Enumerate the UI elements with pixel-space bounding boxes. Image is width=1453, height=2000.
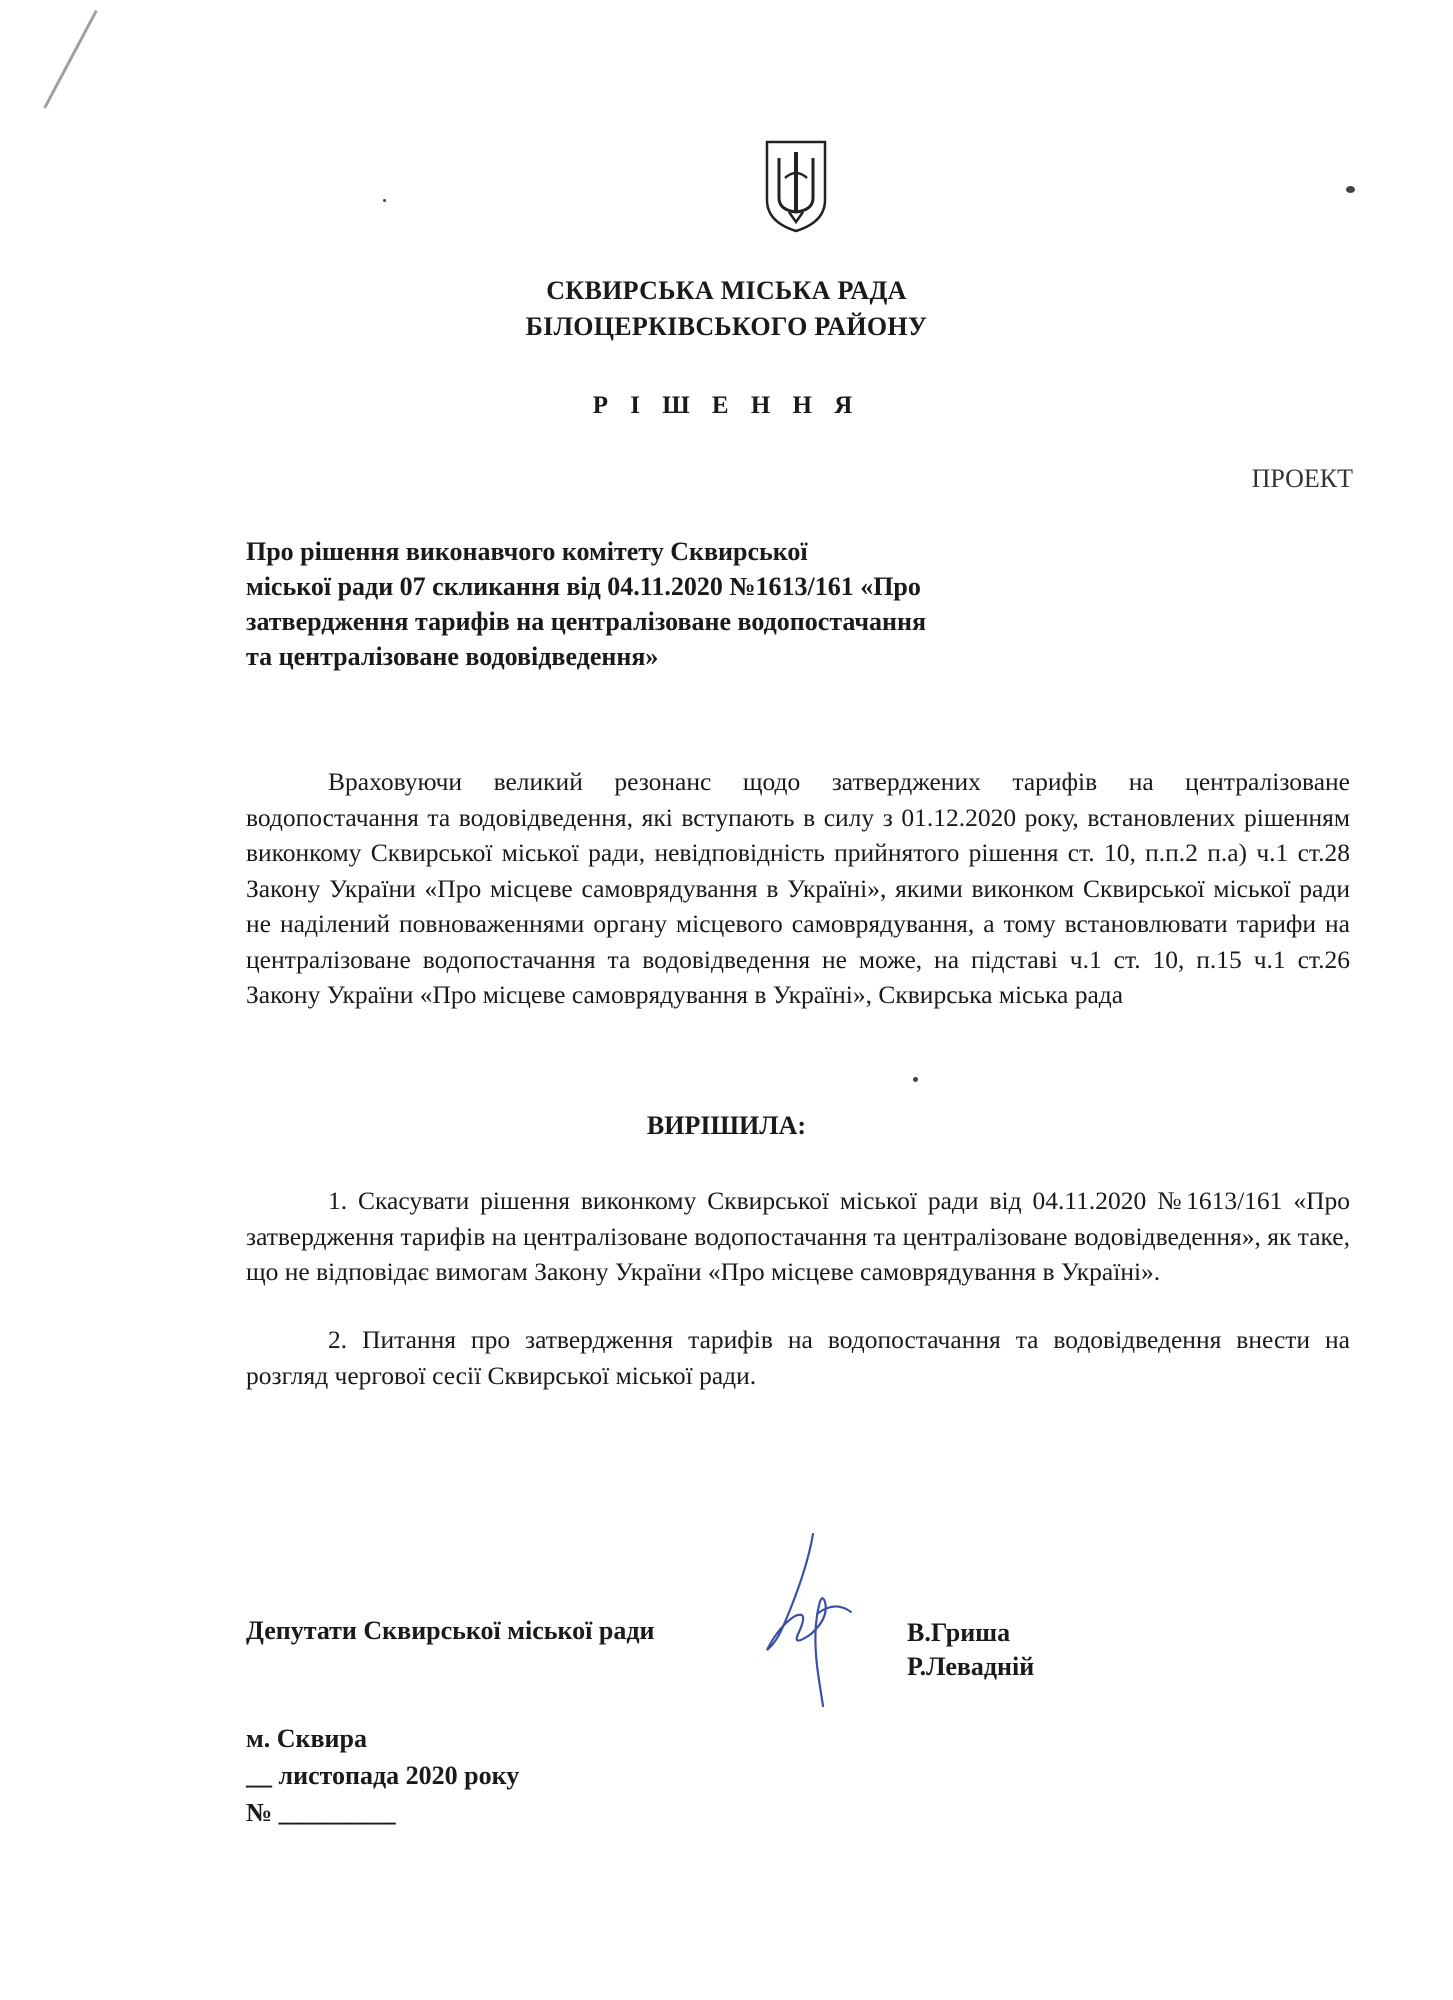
signatories-label: Депутати Сквирської міської ради [246, 1616, 655, 1645]
title-line: та централізоване водовідведення» [246, 642, 659, 671]
coat-of-arms-icon [763, 138, 829, 234]
date-line: __ листопада 2020 року [246, 1761, 520, 1790]
decision-item [246, 1322, 1350, 1393]
document-type-heading: Р І Ш Е Н Н Я [592, 392, 861, 419]
scan-speck [383, 199, 386, 202]
preamble-text: Враховуючи великий резонанс щодо затверджених тарифів на централізоване водопостачання та водовідведення, які вступають в силу з 01.12.2020 року, встановлених рішенням виконкому Сквирської міської ради, невідповідність прийнятого рішення ст. 10, п.п.2 п.а) ч.1 ст.28 Закону України «Про місцеве самоврядування в Україні», якими виконком Сквирської міської ради не наділений повноваженнями органу місцевого самоврядування, а тому встановлювати тарифи на централізоване водопостачання та водовідведення не може, на підставі ч.1 ст. 10, п.15 ч.1 ст.26 Закону України «Про місцеве самоврядування в Україні», Сквирська міська рада [246, 767, 1350, 1009]
council-name-line2: БІЛОЦЕРКІВСЬКОГО РАЙОНУ [525, 312, 928, 341]
signatory-name: В.Гриша [907, 1618, 1011, 1647]
document-footer [246, 1720, 519, 1831]
scan-speck [1346, 186, 1355, 193]
number-line: № _________ [246, 1798, 396, 1827]
decision-item [246, 1183, 1350, 1290]
title-line: затвердження тарифів на централізоване водопостачання [246, 607, 927, 636]
signatory-names [907, 1616, 1034, 1684]
handwritten-signature [755, 1530, 865, 1710]
signatory-name: Р.Левадній [907, 1652, 1035, 1681]
title-line: Про рішення виконавчого комітету Сквирської [246, 537, 808, 566]
decision-item-text: 2. Питання про затвердження тарифів на водопостачання та водовідведення внести на розгляд чергової сесії Сквирської міської ради. [246, 1325, 1350, 1390]
scan-speck [913, 1077, 918, 1082]
title-line: міської ради 07 скликання від 04.11.2020 №1613/161 «Про [246, 572, 921, 601]
decision-item-text: 1. Скасувати рішення виконкому Сквирської міської ради від 04.11.2020 №1613/161 «Про затвердження тарифів на централізоване водопостачання та централізоване водовідведення», як таке, що не відповідає вимогам Закону України «Про місцеве самоврядування в Україні». [246, 1186, 1350, 1286]
document-title [246, 534, 1066, 674]
scan-artifact-line [43, 10, 97, 109]
council-name-line1: СКВИРСЬКА МІСЬКА РАДА [546, 276, 907, 305]
city-line: м. Сквира [246, 1724, 367, 1753]
preamble-paragraph [246, 764, 1350, 1013]
draft-label: ПРОЕКТ [1251, 464, 1353, 493]
decided-heading: ВИРІШИЛА: [646, 1111, 807, 1140]
